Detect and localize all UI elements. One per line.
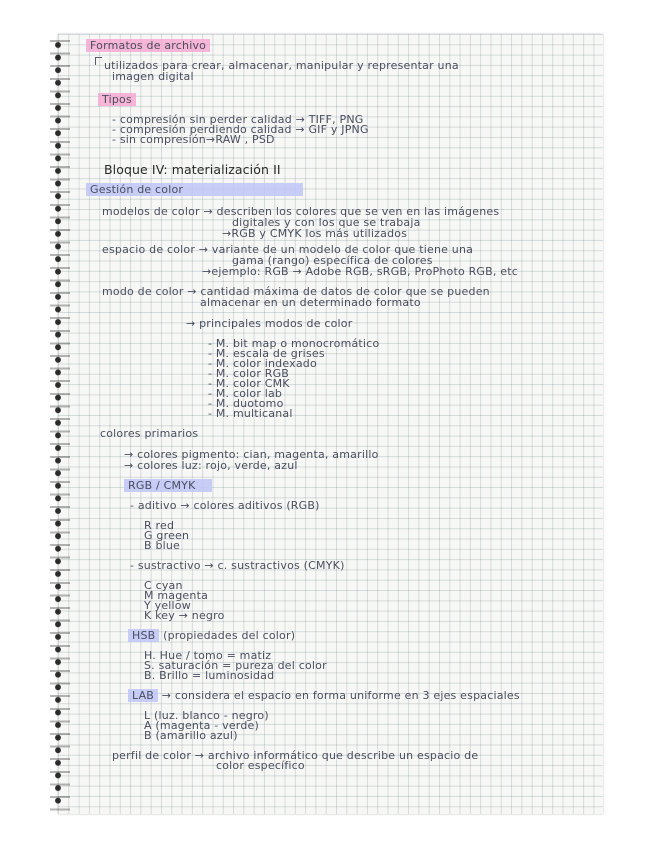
lab-description: → considera el espacio en forma uniforme en 3 ejes espaciales	[161, 689, 520, 702]
modelos-line-1: modelos de color → describen los colores que se ven en las imágenes	[102, 205, 500, 218]
colores-pigmento: → colores pigmento: cian, magenta, amarillo	[124, 448, 379, 461]
tipos-item-2: - compresión perdiendo calidad → GIF y JPNG	[112, 123, 369, 136]
title-formatos: Formatos de archivo	[86, 39, 210, 52]
hsb-item: H. Hue / tomo = matiz	[144, 649, 272, 662]
espacio-line-3: →ejemplo: RGB → Adobe RGB, sRGB, ProPhoto RGB, etc	[202, 265, 519, 278]
perfil-line-2: color específico	[216, 759, 305, 772]
modelos-line-2: digitales y con los que se trabaja	[232, 216, 421, 229]
title-def-line-2: imagen digital	[112, 70, 194, 83]
cmyk-item: M magenta	[144, 589, 209, 602]
modo-item: - M. duotomo	[208, 397, 284, 410]
colores-luz: → colores luz: rojo, verde, azul	[124, 459, 298, 472]
cmyk-item: K key → negro	[144, 609, 225, 622]
rgb-item: B blue	[144, 539, 181, 552]
rgb-cmyk-heading: RGB / CMYK	[124, 479, 212, 492]
aditivo-line: - aditivo → colores aditivos (RGB)	[130, 499, 320, 512]
title-def-line-1: utilizados para crear, almacenar, manipular y representar una	[104, 59, 459, 72]
lab-label: LAB	[128, 689, 158, 702]
lab-item: L (luz. blanco - negro)	[144, 709, 269, 722]
arrow-bracket	[95, 57, 102, 65]
modo-item: - M. color indexado	[208, 357, 317, 370]
bloque-heading: Bloque IV: materialización II	[104, 162, 281, 177]
modo-line-1: modo de color → cantidad máxima de datos de color que se pueden	[102, 285, 490, 298]
modo-item: - M. color CMK	[208, 377, 290, 390]
modo-item: - M. color RGB	[208, 367, 290, 380]
lab-item: A (magenta - verde)	[144, 719, 259, 732]
tipos-item-1: - compresión sin perder calidad → TIFF, PNG	[112, 113, 364, 126]
hsb-label: HSB	[128, 629, 159, 642]
espacio-line-2: gama (rango) específica de colores	[232, 254, 433, 267]
sustractivo-line: - sustractivo → c. sustractivos (CMYK)	[130, 559, 345, 572]
cmyk-item: C cyan	[144, 579, 183, 592]
primarios-heading: colores primarios	[100, 427, 199, 440]
gestion-heading: Gestión de color	[86, 183, 303, 196]
principales-modos: → principales modos de color	[186, 317, 353, 330]
lab-item: B (amarillo azul)	[144, 729, 238, 742]
hsb-item: B. Brillo = luminosidad	[144, 669, 275, 682]
rgb-item: G green	[144, 529, 190, 542]
modelos-line-3: →RGB y CMYK los más utilizados	[222, 227, 408, 240]
rgb-item: R red	[144, 519, 175, 532]
espacio-line-1: espacio de color → variante de un modelo de color que tiene una	[102, 243, 474, 256]
hsb-item: S. saturación = pureza del color	[144, 659, 327, 672]
modo-line-2: almacenar en un determinado formato	[200, 296, 421, 309]
modo-item: - M. color lab	[208, 387, 283, 400]
hsb-description: (propiedades del color)	[163, 629, 296, 642]
tipos-item-3: - sin compresión→RAW , PSD	[112, 133, 275, 146]
modo-item: - M. escala de grises	[208, 347, 325, 360]
modo-item: - M. multicanal	[208, 407, 293, 420]
tipos-heading: Tipos	[98, 93, 136, 106]
cmyk-item: Y yellow	[144, 599, 191, 612]
perfil-line-1: perfil de color → archivo informático que describe un espacio de	[112, 749, 479, 762]
binding-holes	[52, 40, 64, 810]
modo-item: - M. bit map o monocromático	[208, 337, 380, 350]
